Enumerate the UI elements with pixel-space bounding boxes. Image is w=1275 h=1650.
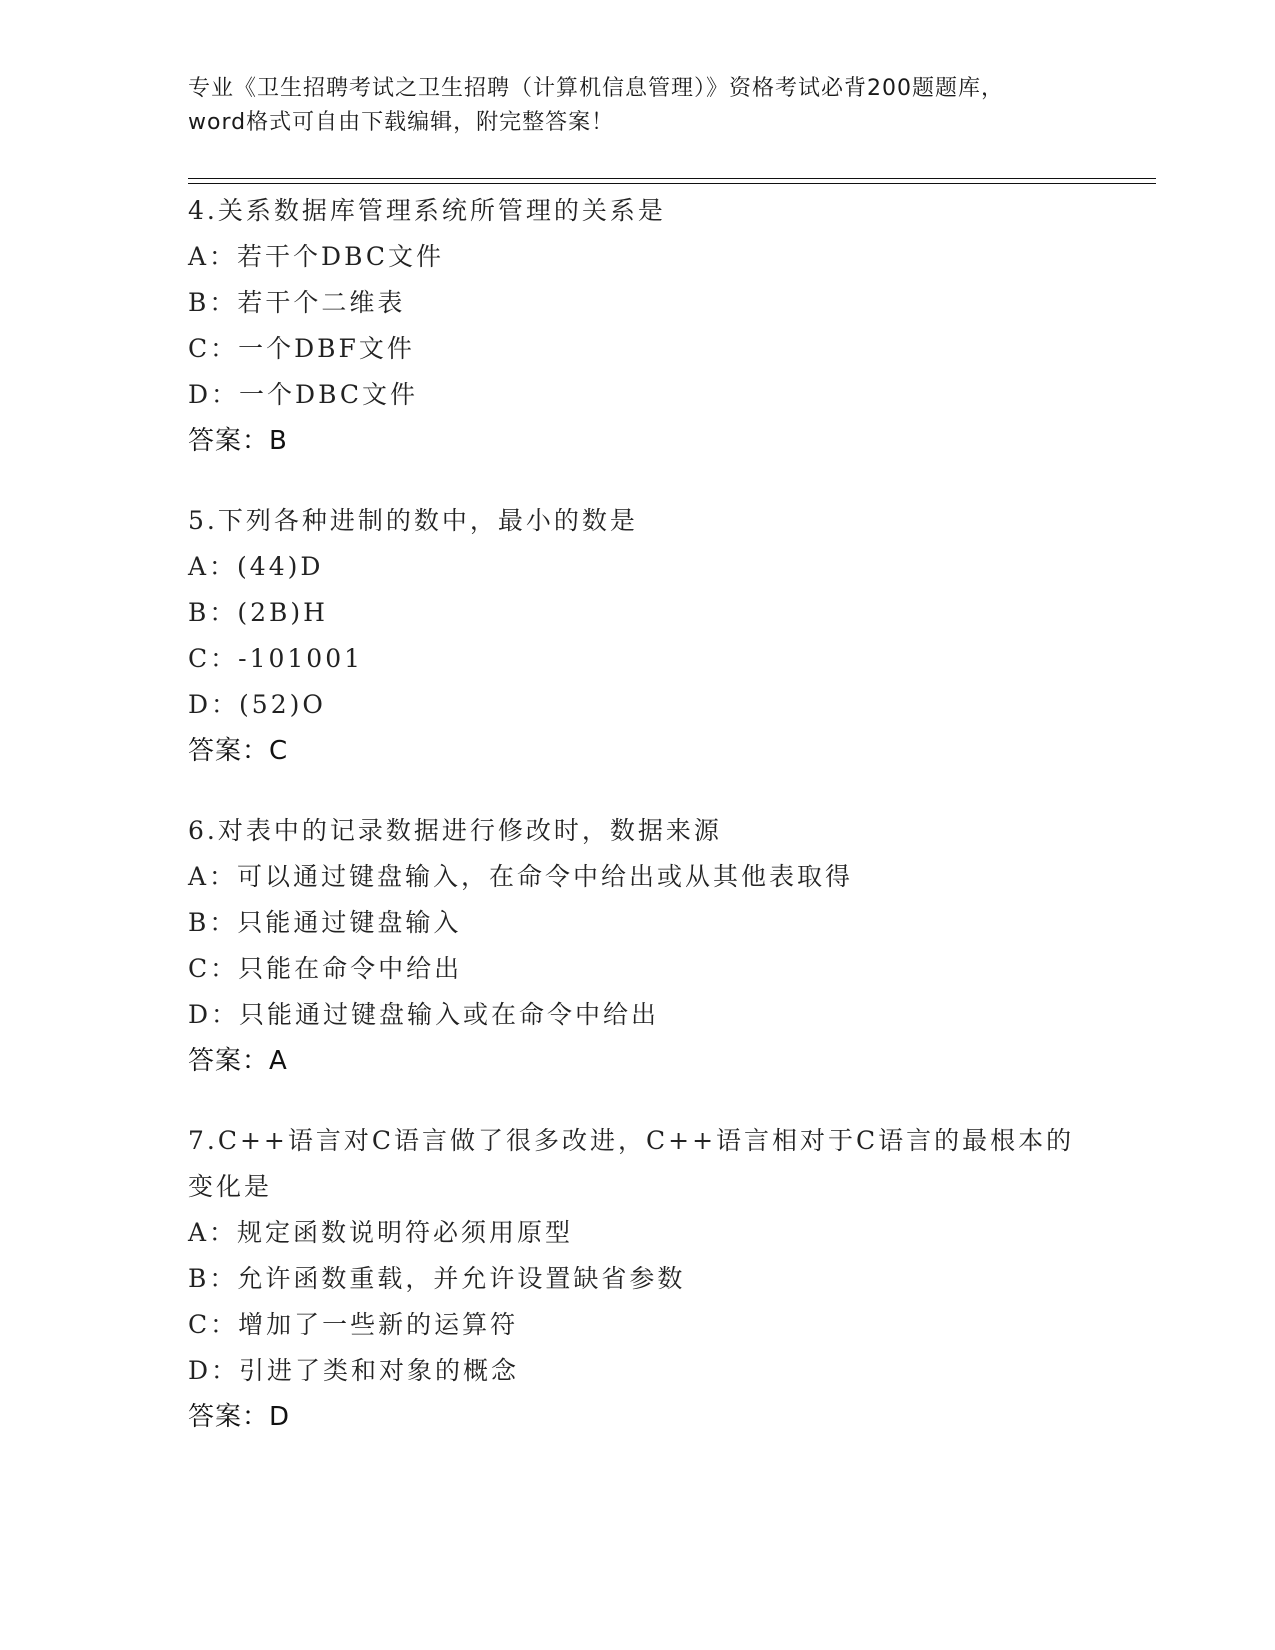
option-a: A：可以通过键盘输入，在命令中给出或从其他表取得	[188, 862, 854, 891]
option-a: A：规定函数说明符必须用原型	[188, 1218, 574, 1247]
option-c: C：一个DBF文件	[188, 334, 415, 363]
option-b: B：若干个二维表	[188, 288, 406, 317]
question-text: 7.C++语言对C语言做了很多改进，C++语言相对于C语言的最根本的变化是	[188, 1126, 1075, 1201]
question-6	[188, 808, 1088, 1084]
header-divider-bottom	[188, 183, 1156, 184]
answer-label: 答案：B	[188, 426, 288, 456]
answer-label: 答案：C	[188, 736, 289, 766]
option-c: C：只能在命令中给出	[188, 954, 463, 983]
option-a: A：(44)D	[188, 552, 324, 581]
option-d: D：(52)O	[188, 690, 326, 719]
option-d: D：只能通过键盘输入或在命令中给出	[188, 1000, 660, 1029]
question-text: 6.对表中的记录数据进行修改时，数据来源	[188, 816, 722, 845]
question-text: 4.关系数据库管理系统所管理的关系是	[188, 196, 666, 225]
option-c: C：-101001	[188, 644, 364, 673]
header-line-1: 专业《卫生招聘考试之卫生招聘（计算机信息管理）》资格考试必背200题题库，	[188, 76, 1004, 101]
question-5	[188, 498, 1088, 774]
option-b: B：(2B)H	[188, 598, 328, 627]
header-divider-top	[188, 178, 1156, 179]
answer-label: 答案：D	[188, 1402, 291, 1432]
option-d: D：一个DBC文件	[188, 380, 419, 409]
option-c: C：增加了一些新的运算符	[188, 1310, 519, 1339]
question-text: 5.下列各种进制的数中，最小的数是	[188, 506, 638, 535]
question-list	[188, 188, 1088, 1474]
question-4	[188, 188, 1088, 464]
answer-label: 答案：A	[188, 1046, 288, 1076]
option-d: D：引进了类和对象的概念	[188, 1356, 520, 1385]
option-b: B：只能通过键盘输入	[188, 908, 462, 937]
document-header	[188, 72, 1088, 140]
option-b: B：允许函数重载，并允许设置缺省参数	[188, 1264, 686, 1293]
header-line-2: word格式可自由下载编辑，附完整答案！	[188, 110, 615, 135]
option-a: A：若干个DBC文件	[188, 242, 445, 271]
question-7	[188, 1118, 1088, 1440]
